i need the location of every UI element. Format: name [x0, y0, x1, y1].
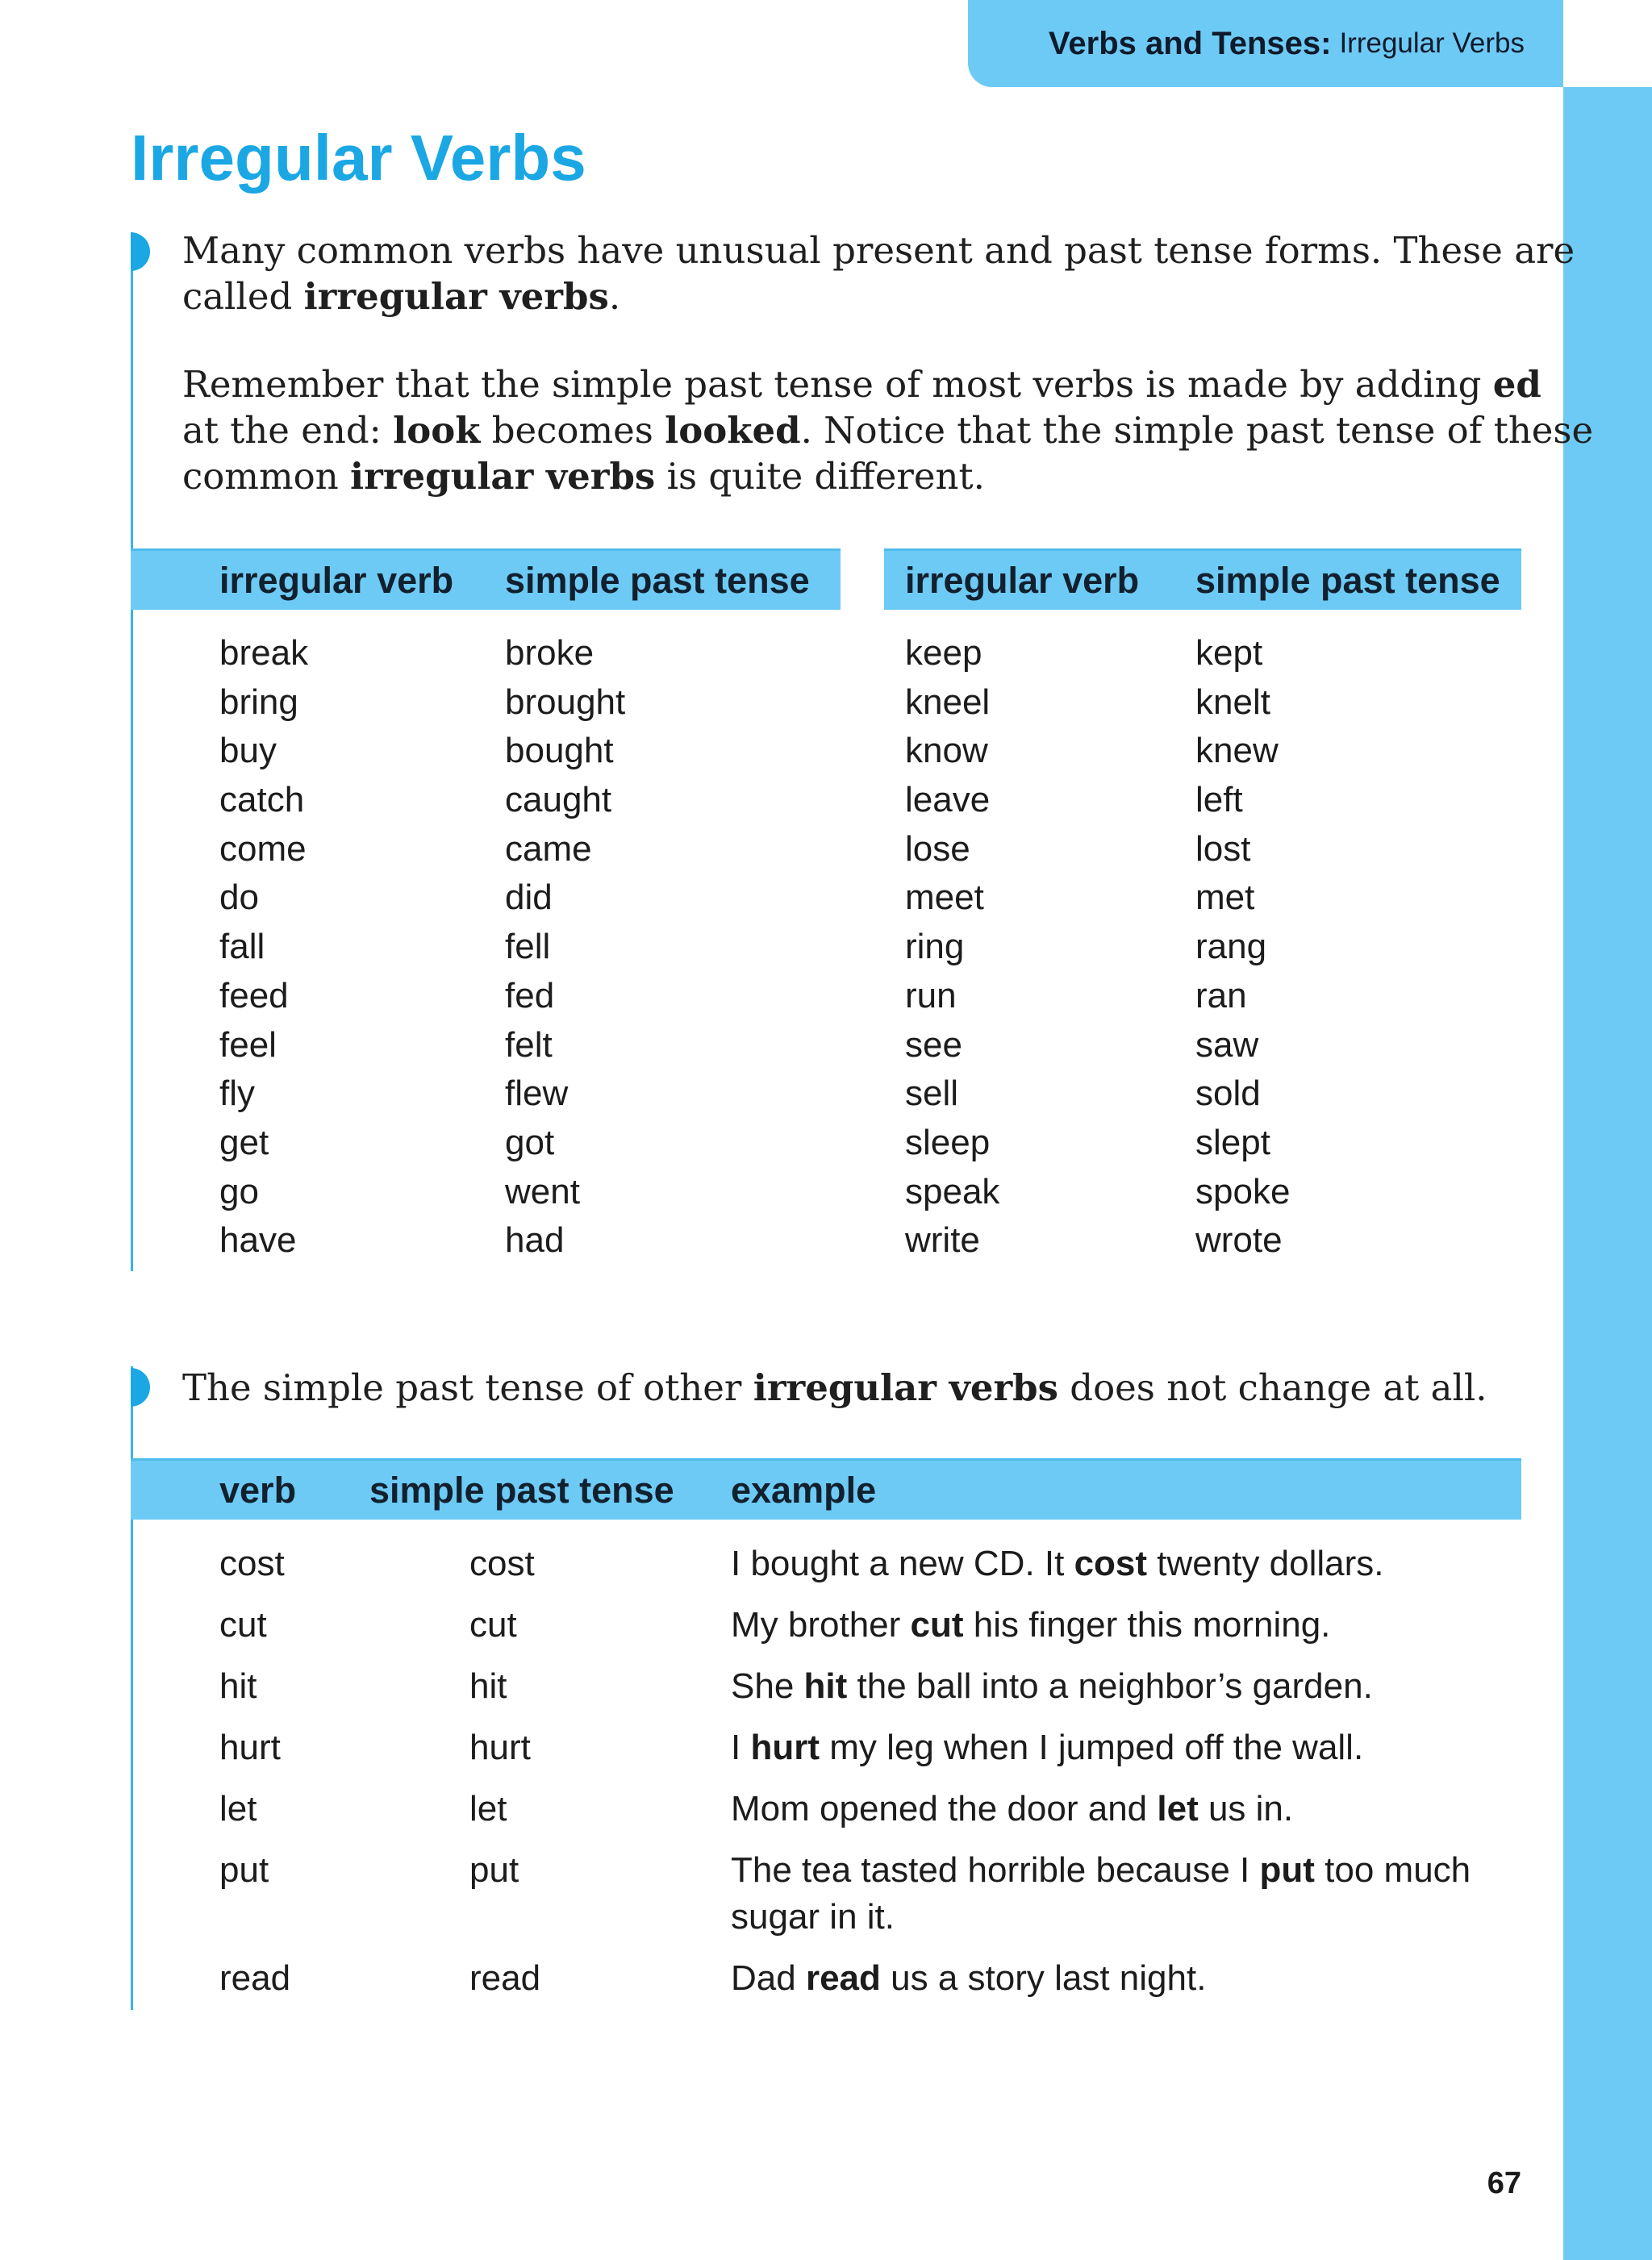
verb-cell: kneel	[905, 682, 991, 722]
verb-cell: fly	[219, 1074, 255, 1114]
table2-verb-cell: hit	[219, 1666, 257, 1706]
table2-verb-header: verb	[219, 1470, 297, 1511]
table2-example-cell: Mom opened the door and let us in.	[731, 1789, 1294, 1828]
past-tense-cell: kept	[1195, 633, 1263, 673]
table2-example-cell: I hurt my leg when I jumped off the wall.	[731, 1728, 1364, 1767]
verb-cell: catch	[219, 780, 305, 820]
table2-verb-cell: cut	[219, 1605, 267, 1645]
past-tense-cell: caught	[505, 780, 612, 820]
past-tense-cell: lost	[1195, 828, 1251, 869]
past-tense-cell: saw	[1195, 1024, 1259, 1065]
past-tense-cell: felt	[505, 1024, 553, 1065]
verb-cell: leave	[905, 780, 991, 820]
chapter-section: Verbs and Tenses:	[1048, 25, 1332, 61]
table1-left-past-header: simple past tense	[505, 560, 810, 601]
verb-cell: come	[219, 828, 307, 869]
verb-cell: speak	[905, 1171, 1000, 1211]
table2-past-header: simple past tense	[369, 1470, 674, 1511]
verb-cell: meet	[905, 878, 984, 918]
verb-cell: fall	[219, 927, 265, 967]
table2-verb-cell: let	[219, 1789, 257, 1828]
table1-right-header	[884, 548, 1521, 610]
verb-cell: feel	[219, 1024, 277, 1065]
verb-cell: see	[905, 1024, 962, 1065]
intro-paragraph-1: Many common verbs have unusual present and past tense forms. These are called irregular verbs.	[182, 229, 1575, 318]
past-tense-cell: slept	[1195, 1122, 1270, 1162]
verb-cell: sleep	[905, 1122, 991, 1162]
past-tense-cell: left	[1195, 780, 1243, 820]
verb-cell: go	[219, 1171, 259, 1211]
chapter-topic: Irregular Verbs	[1339, 27, 1525, 59]
table2-past-cell: cut	[469, 1605, 517, 1645]
verb-cell: lose	[905, 828, 970, 869]
past-tense-cell: brought	[505, 682, 626, 722]
page-number: 67	[1487, 2166, 1521, 2200]
past-tense-cell: flew	[505, 1074, 569, 1114]
table2-past-cell: let	[469, 1789, 507, 1828]
table2-past-cell: cost	[469, 1544, 535, 1583]
past-tense-cell: fed	[505, 975, 555, 1015]
page-title: Irregular Verbs	[131, 122, 586, 194]
verb-cell: do	[219, 878, 259, 918]
past-tense-cell: got	[505, 1122, 555, 1162]
past-tense-cell: sold	[1195, 1074, 1261, 1114]
table1-right-past-column	[1195, 629, 1290, 1266]
table1-left-verb-column	[219, 629, 308, 1266]
table2-example-cell: I bought a new CD. It cost twenty dollars.	[731, 1544, 1384, 1583]
table2-past-cell: hit	[469, 1666, 507, 1706]
verb-cell: bring	[219, 682, 298, 722]
verb-cell: feed	[219, 975, 289, 1015]
table2-past-cell: hurt	[469, 1728, 531, 1767]
past-tense-cell: had	[505, 1220, 565, 1261]
section-2-bullet-marker	[131, 1368, 150, 1407]
verb-cell: run	[905, 975, 957, 1015]
past-tense-cell: went	[505, 1171, 580, 1211]
section-1-bullet-marker	[131, 232, 150, 271]
table1-left-header	[131, 548, 841, 610]
past-tense-cell: fell	[505, 927, 551, 967]
verb-cell: buy	[219, 731, 277, 771]
table2-verb-cell: read	[219, 1958, 291, 1998]
verb-cell: have	[219, 1220, 297, 1261]
intro-paragraph-2: Remember that the simple past tense of most verbs is made by adding ed at the end: look becomes looked. Notice that the simple past tense of these common irregular verbs is quite different.	[182, 363, 1594, 498]
verb-cell: keep	[905, 633, 982, 673]
table1-right-past-header: simple past tense	[1195, 560, 1500, 601]
chapter-tab	[968, 0, 1563, 87]
table1-left-past-column	[505, 629, 625, 1266]
table2-example-cell: The tea tasted horrible because I put too much sugar in it.	[731, 1850, 1471, 1937]
past-tense-cell: came	[505, 828, 592, 869]
table1-right-verb-column	[905, 629, 999, 1266]
table2-example-cell: She hit the ball into a neighbor’s garden.	[731, 1666, 1373, 1706]
past-tense-cell: wrote	[1195, 1220, 1283, 1261]
table2-example-cell: My brother cut his finger this morning.	[731, 1605, 1331, 1645]
verb-cell: know	[905, 731, 988, 771]
past-tense-cell: spoke	[1195, 1171, 1291, 1211]
past-tense-cell: did	[505, 878, 553, 918]
table2-verb-cell: hurt	[219, 1728, 281, 1767]
past-tense-cell: bought	[505, 731, 614, 771]
past-tense-cell: met	[1195, 878, 1255, 918]
table1-left-verb-header: irregular verb	[219, 560, 454, 601]
table2-header	[131, 1458, 1521, 1520]
past-tense-cell: broke	[505, 633, 594, 673]
past-tense-cell: ran	[1195, 975, 1247, 1015]
verb-cell: ring	[905, 927, 965, 967]
section-1-rule	[131, 232, 133, 1271]
table2-past-cell: read	[469, 1958, 541, 1998]
verb-cell: get	[219, 1122, 269, 1162]
table2-example-header: example	[731, 1470, 877, 1511]
past-tense-cell: knew	[1195, 731, 1279, 771]
section-2-paragraph: The simple past tense of other irregular verbs does not change at all.	[182, 1366, 1487, 1409]
table2-verb-cell: put	[219, 1850, 269, 1890]
verb-cell: break	[219, 633, 309, 673]
verb-cell: sell	[905, 1074, 959, 1114]
table2-verb-cell: cost	[219, 1544, 285, 1583]
past-tense-cell: knelt	[1195, 682, 1270, 722]
past-tense-cell: rang	[1195, 927, 1267, 967]
table1-right-verb-header: irregular verb	[905, 560, 1140, 601]
verb-cell: write	[905, 1220, 980, 1261]
table2-past-cell: put	[469, 1850, 519, 1890]
table2-example-cell: Dad read us a story last night.	[731, 1958, 1207, 1998]
